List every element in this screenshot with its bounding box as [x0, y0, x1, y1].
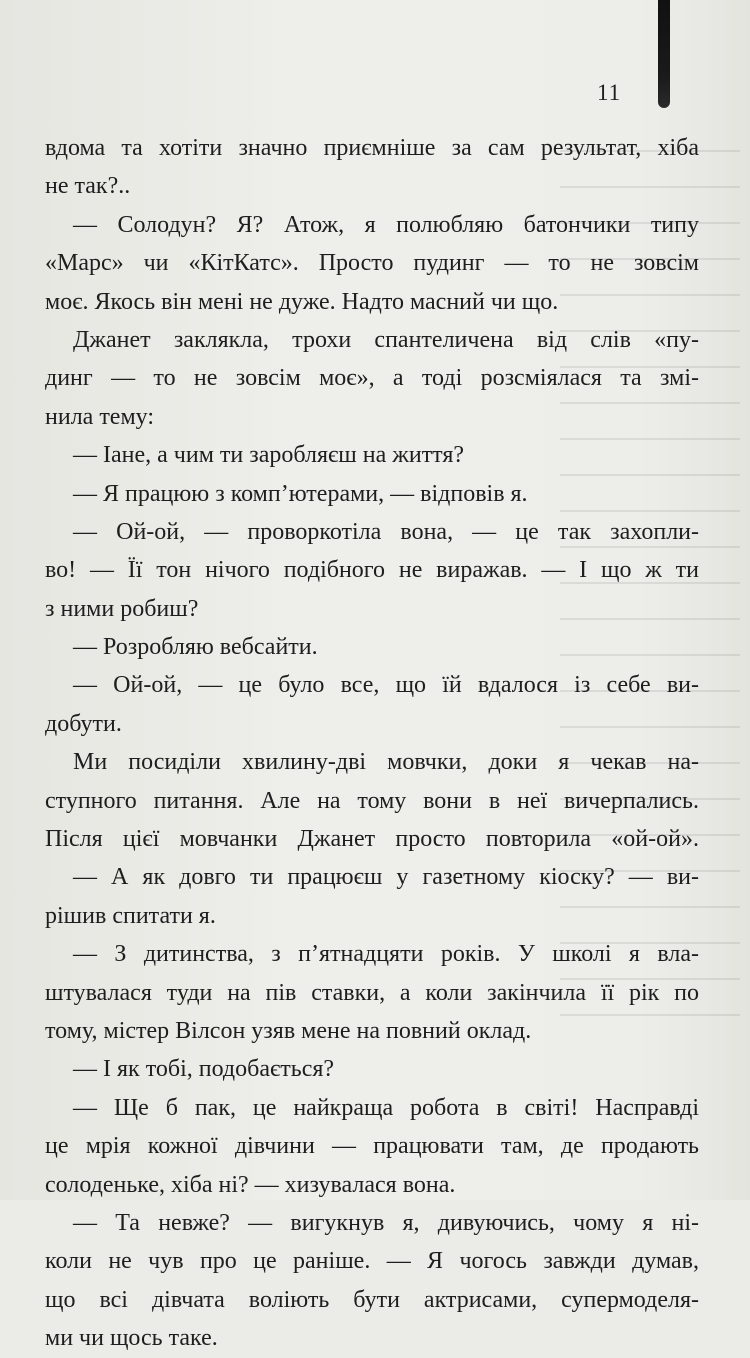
text-line: — Ой-ой, — це було все, що їй вдалося із себе ви- — [73, 672, 699, 699]
text-line: — Іане, а чим ти заробляєш на життя? — [73, 442, 465, 469]
text-line: во! — Її тон нічого подібного не виражав. — І що ж ти — [45, 557, 699, 584]
page-number: 11 — [597, 80, 622, 105]
text-line: ступного питання. Але на тому вони в неї вичерпались. — [45, 787, 699, 814]
text-line: — Ще б пак, це найкраща робота в світі! Насправді — [73, 1094, 699, 1121]
text-line: коли не чув про це раніше. — Я чогось завжди думав, — [45, 1248, 699, 1275]
text-line: Після цієї мовчанки Джанет просто повторила «ой-ой». — [45, 826, 699, 853]
text-line: — А як довго ти працюєш у газетному кіоску? — ви- — [73, 864, 699, 891]
text-line: штувалася туди на пів ставки, а коли закінчила її рік по — [45, 979, 699, 1006]
text-line: солоденьке, хіба ні? — хизувалася вона. — [45, 1171, 456, 1198]
text-line: що всі дівчата воліють бути актрисами, супермоделя- — [45, 1286, 699, 1313]
text-line: — І як тобі, подобається? — [73, 1056, 335, 1083]
text-line: не так?.. — [45, 173, 131, 200]
text-line: динг — то не зовсім моє», а тоді розсміялася та змі- — [45, 365, 699, 392]
text-line: тому, містер Вілсон узяв мене на повний оклад. — [45, 1017, 532, 1044]
text-line: Джанет заклякла, трохи спантеличена від слів «пу- — [73, 326, 699, 353]
text-line: «Марс» чи «КітКатс». Просто пудинг — то не зовсім — [45, 250, 699, 277]
text-line: — З дитинства, з п’ятнадцяти років. У школі я вла- — [73, 941, 699, 968]
text-line: — Солодун? Я? Атож, я полюбляю батончики типу — [73, 211, 699, 238]
text-line: — Я працюю з комп’ютерами, — відповів я. — [73, 480, 528, 507]
text-line: моє. Якось він мені не дуже. Надто масний чи що. — [45, 288, 559, 315]
text-line: рішив спитати я. — [45, 902, 216, 929]
text-line: Ми посиділи хвилину-дві мовчки, доки я чекав на- — [73, 749, 699, 776]
page-edge-mark — [658, 0, 670, 108]
text-line: нила тему: — [45, 403, 154, 430]
body-text — [45, 129, 699, 1358]
text-line: — Розробляю вебсайти. — [73, 634, 318, 661]
text-line: це мрія кожної дівчини — працювати там, де продають — [45, 1133, 699, 1160]
text-line: з ними робиш? — [45, 595, 199, 622]
text-line: — Ой-ой, — проворкотіла вона, — це так захопли- — [73, 518, 699, 545]
text-line: добути. — [45, 710, 122, 737]
text-line: ми чи щось таке. — [45, 1325, 218, 1352]
text-line: вдома та хотіти значно приємніше за сам результат, хіба — [45, 135, 699, 161]
text-line: — Та невже? — вигукнув я, дивуючись, чому я ні- — [73, 1209, 699, 1236]
